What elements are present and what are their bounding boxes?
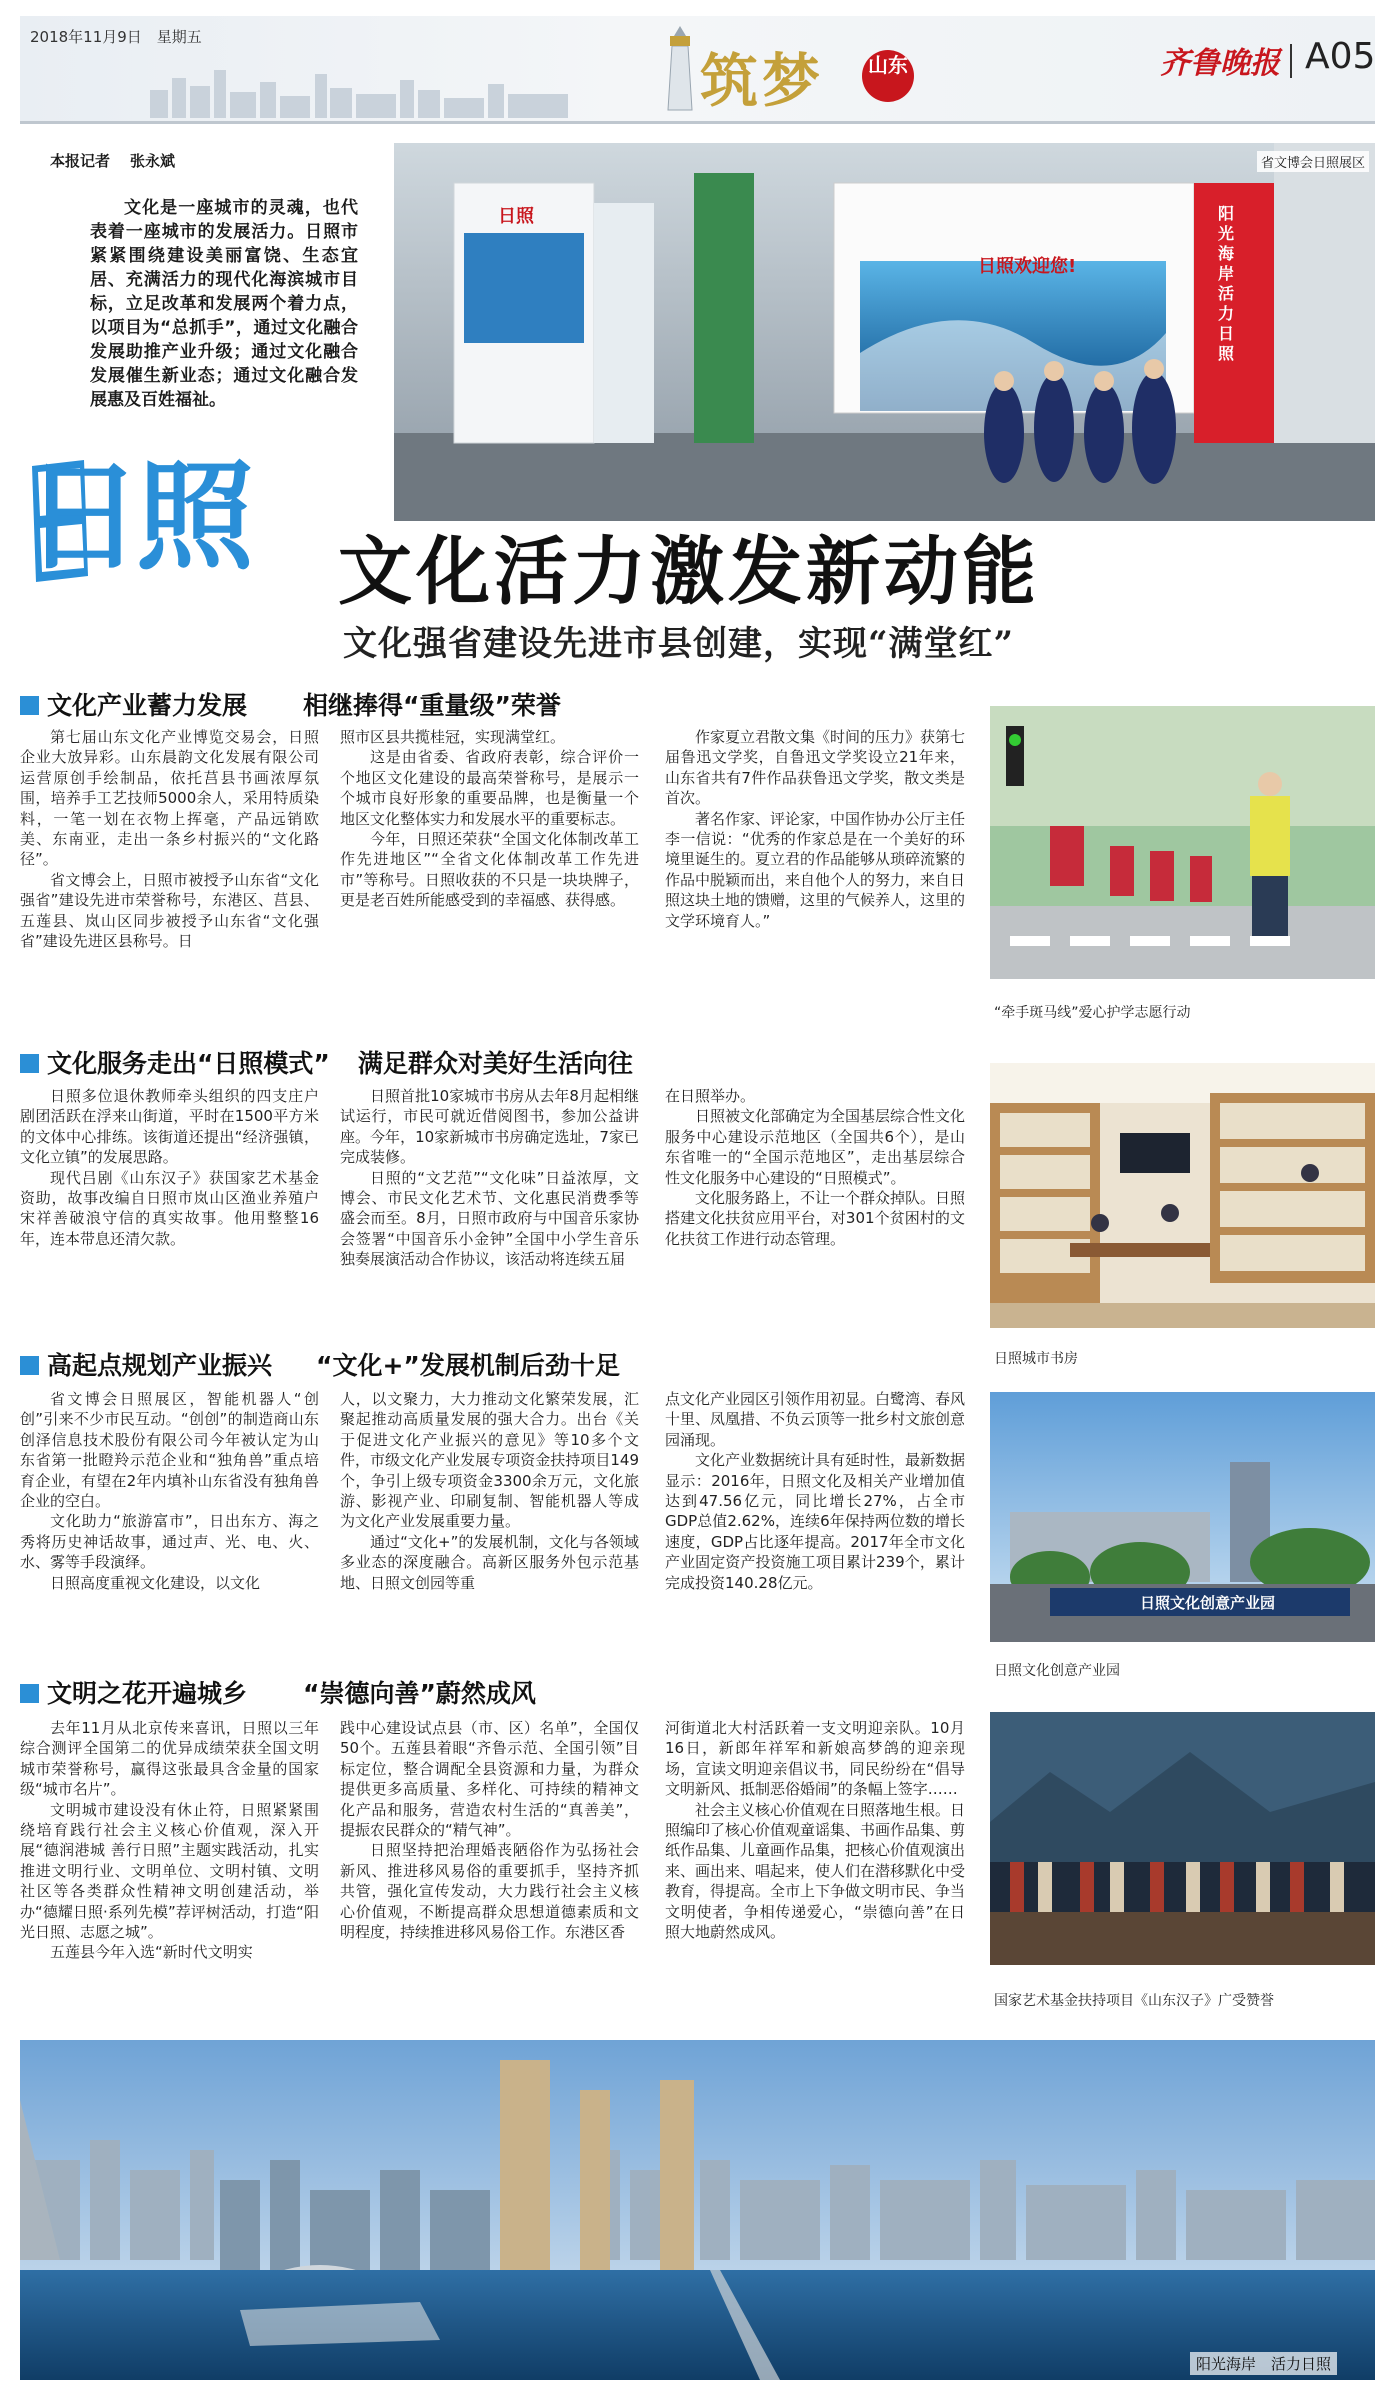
section-1-heading	[20, 686, 561, 722]
section-marker-icon	[20, 696, 39, 715]
paragraph: 文明城市建设没有休止符，日照紧紧围绕培育践行社会主义核心价值观，深入开展“德润港城 善行日照”主题实践活动，扎实推进文明行业、文明单位、文明村镇、文明社区等各类群众性精神文明创建活动，举办“德耀日照·系列先模”荐评树活动，打造“阳光日照、志愿之城”。	[20, 1800, 319, 1942]
section-2-heading-a: 文化服务走出“日照模式”	[47, 1049, 330, 1078]
page-number: A05	[1305, 36, 1376, 77]
section-2-column-3	[665, 1086, 965, 1249]
paragraph: 点文化产业园区引领作用初显。白鹭湾、春风十里、凤凰措、不负云顶等一批乡村文旅创意园涌现。	[665, 1390, 966, 1449]
paragraph: 第七届山东文化产业博览交易会，日照企业大放异彩。山东晨韵文化发展有限公司运营原创手绘制品，依托莒县书画浓厚氛围，培养手工艺技师5000余人，采用特质染料，一笔一划在衣物上挥毫，产品远销欧美、东南亚，走出一条乡村振兴的“文化路径”。	[20, 728, 319, 869]
section-4-column-3	[665, 1718, 965, 1942]
masthead-divider	[1290, 44, 1292, 78]
city-name-calligraphy	[24, 446, 324, 668]
section-4-column-2	[340, 1718, 639, 1942]
paragraph: 践中心建设试点县（市、区）名单”，全国仅50个。五莲县着眼“齐鲁示范、全国引领”目标定位，整合调配全县资源和力量，为群众提供更多高质量、多样化、可持续的精神文化产品和服务，营造农村生活的“真善美”，提振农民群众的“精气神”。	[340, 1719, 639, 1840]
photo-crosswalk-volunteers	[990, 706, 1375, 979]
banner-seal: 山东	[862, 50, 914, 102]
byline-label: 本报记者	[50, 152, 111, 170]
paragraph: 河街道北大村活跃着一支文明迎亲队。10月16日，新郎年祥军和新娘高梦鸽的迎亲现场，宣读文明迎亲倡议书，同民纷纷在“倡导文明新风、抵制恶俗婚闹”的条幅上签字……	[665, 1719, 965, 1799]
section-3-column-1	[20, 1389, 319, 1593]
photo-opera-performance	[990, 1712, 1375, 1965]
byline	[50, 150, 175, 171]
paragraph: 去年11月从北京传来喜讯，日照以三年综合测评全国第二的优异成绩荣获全国文明城市荣誉称号，赢得这张最具含金量的国家级“城市名片”。	[20, 1719, 319, 1799]
section-3-heading	[20, 1346, 620, 1382]
issue-date: 2018年11月9日 星期五	[30, 28, 202, 46]
section-4-heading-b: “崇德向善”蔚然成风	[303, 1679, 536, 1708]
paragraph: 日照的“文艺范”“文化味”日益浓厚，文博会、市民文化艺术节、文化惠民消费季等盛会而至。8月，日照市政府与中国音乐家协会签署“中国音乐小金钟”全国中小学生音乐独奏展演活动合作协议，该活动将连续五届	[340, 1168, 639, 1269]
hero-photo-expo-booth	[394, 143, 1375, 521]
opera-stage-illustration	[990, 1712, 1375, 1965]
paragraph: 五莲县今年入选“新时代文明实	[50, 1943, 253, 1962]
paragraph: 省文博会日照展区，智能机器人“创创”引来不少市民互动。“创创”的制造商山东创泽信息技术股份有限公司今年被认定为山东省第一批瞪羚示范企业和“独角兽”重点培育企业，有望在2年内填补山东省没有独角兽企业的空白。	[20, 1390, 319, 1511]
subheadline: 文化强省建设先进市县创建，实现“满堂红”	[343, 624, 1015, 664]
paragraph: 日照首批10家城市书房从去年8月起相继试运行，市民可就近借阅图书，参加公益讲座。今年，10家新城市书房确定选址，7家已完成装修。	[340, 1087, 639, 1167]
section-1-heading-b: 相继捧得“重量级”荣誉	[303, 691, 561, 720]
photo-caption: 日照城市书房	[994, 1351, 1078, 1367]
photo-caption: “牵手斑马线”爱心护学志愿行动	[994, 1005, 1191, 1021]
booth-welcome-sign: 日照欢迎您!	[978, 256, 1077, 277]
masthead-banner	[660, 22, 940, 118]
city-name-text: 日照	[24, 447, 249, 586]
section-marker-icon	[20, 1054, 39, 1073]
newspaper-name: 齐鲁晚报	[1160, 46, 1280, 81]
paragraph: 照市区县共揽桂冠，实现满堂红。	[340, 728, 566, 746]
section-4-heading-a: 文明之花开遍城乡	[47, 1679, 248, 1708]
headline: 文化活力激发新动能	[338, 529, 1040, 615]
section-1-heading-a: 文化产业蓄力发展	[47, 691, 248, 720]
section-marker-icon	[20, 1356, 39, 1375]
booth-left-sign: 日照	[498, 206, 534, 227]
library-interior-illustration	[990, 1063, 1375, 1328]
hero-photo-caption: 省文博会日照展区	[1257, 151, 1369, 172]
section-3-column-2	[340, 1389, 639, 1593]
photo-coastal-skyline	[20, 2040, 1375, 2380]
photo-city-library	[990, 1063, 1375, 1328]
section-1-column-3	[665, 727, 965, 931]
paragraph: 日照多位退休教师牵头组织的四支庄户剧团活跃在浮来山街道，平时在1500平方米的文体中心排练。该街道还提出“经济强镇，文化立镇”的发展思路。	[20, 1087, 319, 1167]
section-4-heading	[20, 1674, 536, 1710]
paragraph: 文化产业数据统计具有延时性，最新数据显示：2016年，日照文化及相关产业增加值达到47.56亿元，同比增长27%，占全市GDP总值2.62%，连续6年保持两位数的增长速度，GDP占比逐年提高。2017年全市文化产业固定资产投资施工项目累计239个，累计完成投资140.28亿元。	[665, 1451, 966, 1592]
section-1-column-2	[340, 727, 639, 911]
photo-caption: 国家艺术基金扶持项目《山东汉子》广受赞誉	[994, 1993, 1274, 2009]
masthead	[20, 16, 1375, 124]
paragraph: 在日照举办。	[665, 1087, 756, 1105]
section-3-column-3	[665, 1389, 965, 1593]
photo-caption: 日照文化创意产业园	[994, 1663, 1120, 1679]
section-2-heading-b: 满足群众对美好生活向往	[357, 1049, 633, 1078]
section-2-column-2	[340, 1086, 639, 1270]
intro-paragraph: 文化是一座城市的灵魂，也代表着一座城市的发展活力。日照市紧紧围绕建设美丽富饶、生态宜居、充满活力的现代化海滨城市目标，立足改革和发展两个着力点，以项目为“总抓手”，通过文化融合发展助推产业升级；通过文化融合发展催生新业态；通过文化融合发展惠及百姓福祉。	[90, 198, 358, 410]
paragraph: 文化助力“旅游富市”，日出东方、海之秀将历史神话故事，通过声、光、电、火、水、雾等手段演绎。	[20, 1512, 319, 1572]
booth-side-banner: 阳光海岸 活力日照	[1218, 204, 1235, 363]
panorama-caption: 阳光海岸 活力日照	[1190, 2352, 1337, 2375]
banner-title: 筑梦	[700, 47, 825, 115]
paragraph: 文化服务路上，不让一个群众掉队。日照搭建文化扶贫应用平台，对301个贫困村的文化扶贫工作进行动态管理。	[665, 1189, 966, 1248]
paragraph: 著名作家、评论家，中国作协办公厅主任李一信说：“优秀的作家总是在一个美好的环境里诞生的。夏立君的作品能够从琐碎流繁的作品中脱颖而出，来自他个人的努力，来自日照这块土地的馈赠，这里的气候养人，这里的文学环境育人。”	[665, 809, 966, 930]
coastal-skyline-illustration	[20, 2040, 1375, 2380]
byline-name: 张永斌	[130, 152, 176, 170]
paragraph: 今年，日照还荣获“全国文化体制改革工作先进地区”“全省文化体制改革工作先进市”等称号。日照收获的不只是一块块牌子，更是老百姓所能感受到的幸福感、获得感。	[340, 830, 639, 910]
section-3-heading-b: “文化+”发展机制后劲十足	[316, 1351, 620, 1380]
paragraph: 这是由省委、省政府表彰，综合评价一个地区文化建设的最高荣誉称号，是展示一个城市良好形象的重要品牌，也是衡量一个地区文化整体实力和发展水平的重要标志。	[340, 748, 639, 828]
section-4-column-1	[20, 1718, 319, 1963]
crosswalk-scene-illustration	[990, 706, 1375, 979]
paragraph: 作家夏立君散文集《时间的压力》获第七届鲁迅文学奖，自鲁迅文学奖设立21年来，山东省共有7件作品获鲁迅文学奖，散文类是首次。	[665, 728, 966, 808]
paragraph: 日照高度重视文化建设，以文化	[50, 1573, 261, 1592]
park-sign-text: 日照文化创意产业园	[1140, 1594, 1276, 1612]
paragraph: 通过“文化+”的发展机制，文化与各领域多业态的深度融合。高新区服务外包示范基地、日照文创园等重	[340, 1532, 639, 1592]
section-marker-icon	[20, 1684, 39, 1703]
section-2-column-1	[20, 1086, 319, 1249]
paragraph: 省文博会上，日照市被授予山东省“文化强省”建设先进市荣誉称号，东港区、莒县、五莲县、岚山区同步被授予山东省“文化强省”建设先进区县称号。日	[20, 870, 319, 951]
paragraph: 现代吕剧《山东汉子》获国家艺术基金资助，故事改编自日照市岚山区渔业养殖户宋祥善破浪守信的真实故事。他用整整16年，连本带息还清欠款。	[20, 1168, 319, 1248]
masthead-skyline-illustration	[150, 60, 570, 118]
paragraph: 社会主义核心价值观在日照落地生根。日照编印了核心价值观童谣集、书画作品集、剪纸作品集、儿童画作品集，把核心价值观演出来、画出来、唱起来，使人们在潜移默化中受教育，得提高。全市上下争做文明市民、争当文明使者，争相传递爱心，“崇德向善”在日照大地蔚然成风。	[665, 1800, 966, 1942]
paragraph: 日照坚持把治理婚丧陋俗作为弘扬社会新风、推进移风易俗的重要抓手，坚持齐抓共管，强化宣传发动，大力践行社会主义核心价值观，不断提高群众思想道德素质和文明程度，持续推进移风易俗工作。东港区香	[340, 1841, 639, 1942]
paragraph: 日照被文化部确定为全国基层综合性文化服务中心建设示范地区（全国共6个），是山东省唯一的“全国示范地区”，走出基层综合性文化服务中心建设的“日照模式”。	[665, 1107, 966, 1187]
paragraph: 人，以文聚力，大力推动文化繁荣发展，汇聚起推动高质量发展的强大合力。出台《关于促进文化产业振兴的意见》等10多个文件，市级文化产业发展专项资金扶持项目149个，争引上级专项资金3300余万元，文化旅游、影视产业、印刷复制、智能机器人等成为文化产业发展重要力量。	[340, 1390, 639, 1531]
section-1-column-1	[20, 727, 319, 951]
section-2-heading	[20, 1044, 633, 1080]
section-3-heading-a: 高起点规划产业振兴	[47, 1351, 273, 1380]
photo-creative-park	[990, 1392, 1375, 1642]
